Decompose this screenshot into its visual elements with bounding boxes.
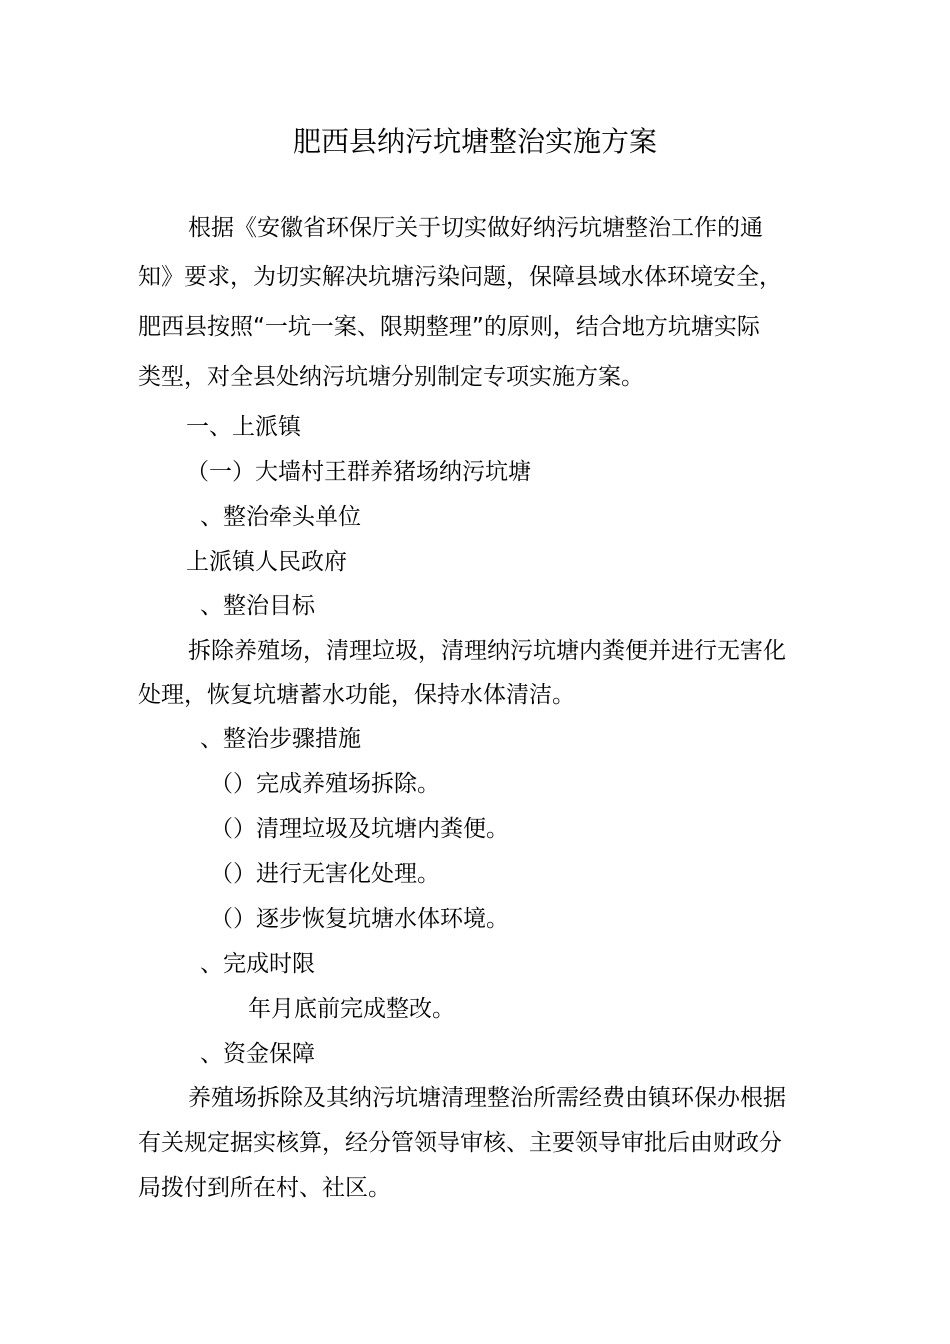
section-heading: 一、上派镇 (186, 414, 301, 440)
item-funding-heading: 、资金保障 (200, 1041, 315, 1067)
intro-line-4: 类型，对全县处纳污坑塘分别制定专项实施方案。 (138, 364, 644, 390)
funding-line-2: 有关规定据实核算，经分管领导审核、主要领导审批后由财政分 (138, 1130, 782, 1156)
step-1: （）完成养殖场拆除。 (210, 771, 440, 797)
lead-unit-value: 上派镇人民政府 (186, 549, 347, 575)
intro-line-2: 知》要求，为切实解决坑塘污染问题，保障县域水体环境安全， (138, 264, 782, 290)
item-lead-unit-heading: 、整治牵头单位 (200, 504, 361, 530)
goal-line-2: 处理，恢复坑塘蓄水功能，保持水体清洁。 (138, 682, 575, 708)
subsection-heading: （一）大墙村王群养猪场纳污坑塘 (186, 459, 531, 485)
item-steps-heading: 、整治步骤措施 (200, 726, 361, 752)
item-goal-heading: 、整治目标 (200, 593, 315, 619)
step-2: （）清理垃圾及坑塘内粪便。 (210, 816, 509, 842)
step-4: （）逐步恢复坑塘水体环境。 (210, 906, 509, 932)
funding-line-3: 局拨付到所在村、社区。 (138, 1175, 391, 1201)
deadline-value: 年月底前完成整改。 (248, 996, 455, 1022)
funding-line-1: 养殖场拆除及其纳污坑塘清理整治所需经费由镇环保办根据 (188, 1085, 786, 1111)
step-3: （）进行无害化处理。 (210, 861, 440, 887)
goal-line-1: 拆除养殖场，清理垃圾，清理纳污坑塘内粪便并进行无害化 (188, 638, 786, 664)
item-deadline-heading: 、完成时限 (200, 951, 315, 977)
document-title: 肥西县纳污坑塘整治实施方案 (292, 125, 657, 158)
intro-line-1: 根据《安徽省环保厅关于切实做好纳污坑塘整治工作的通 (188, 215, 763, 241)
intro-line-3: 肥西县按照“一坑一案、限期整理”的原则，结合地方坑塘实际 (138, 314, 760, 340)
